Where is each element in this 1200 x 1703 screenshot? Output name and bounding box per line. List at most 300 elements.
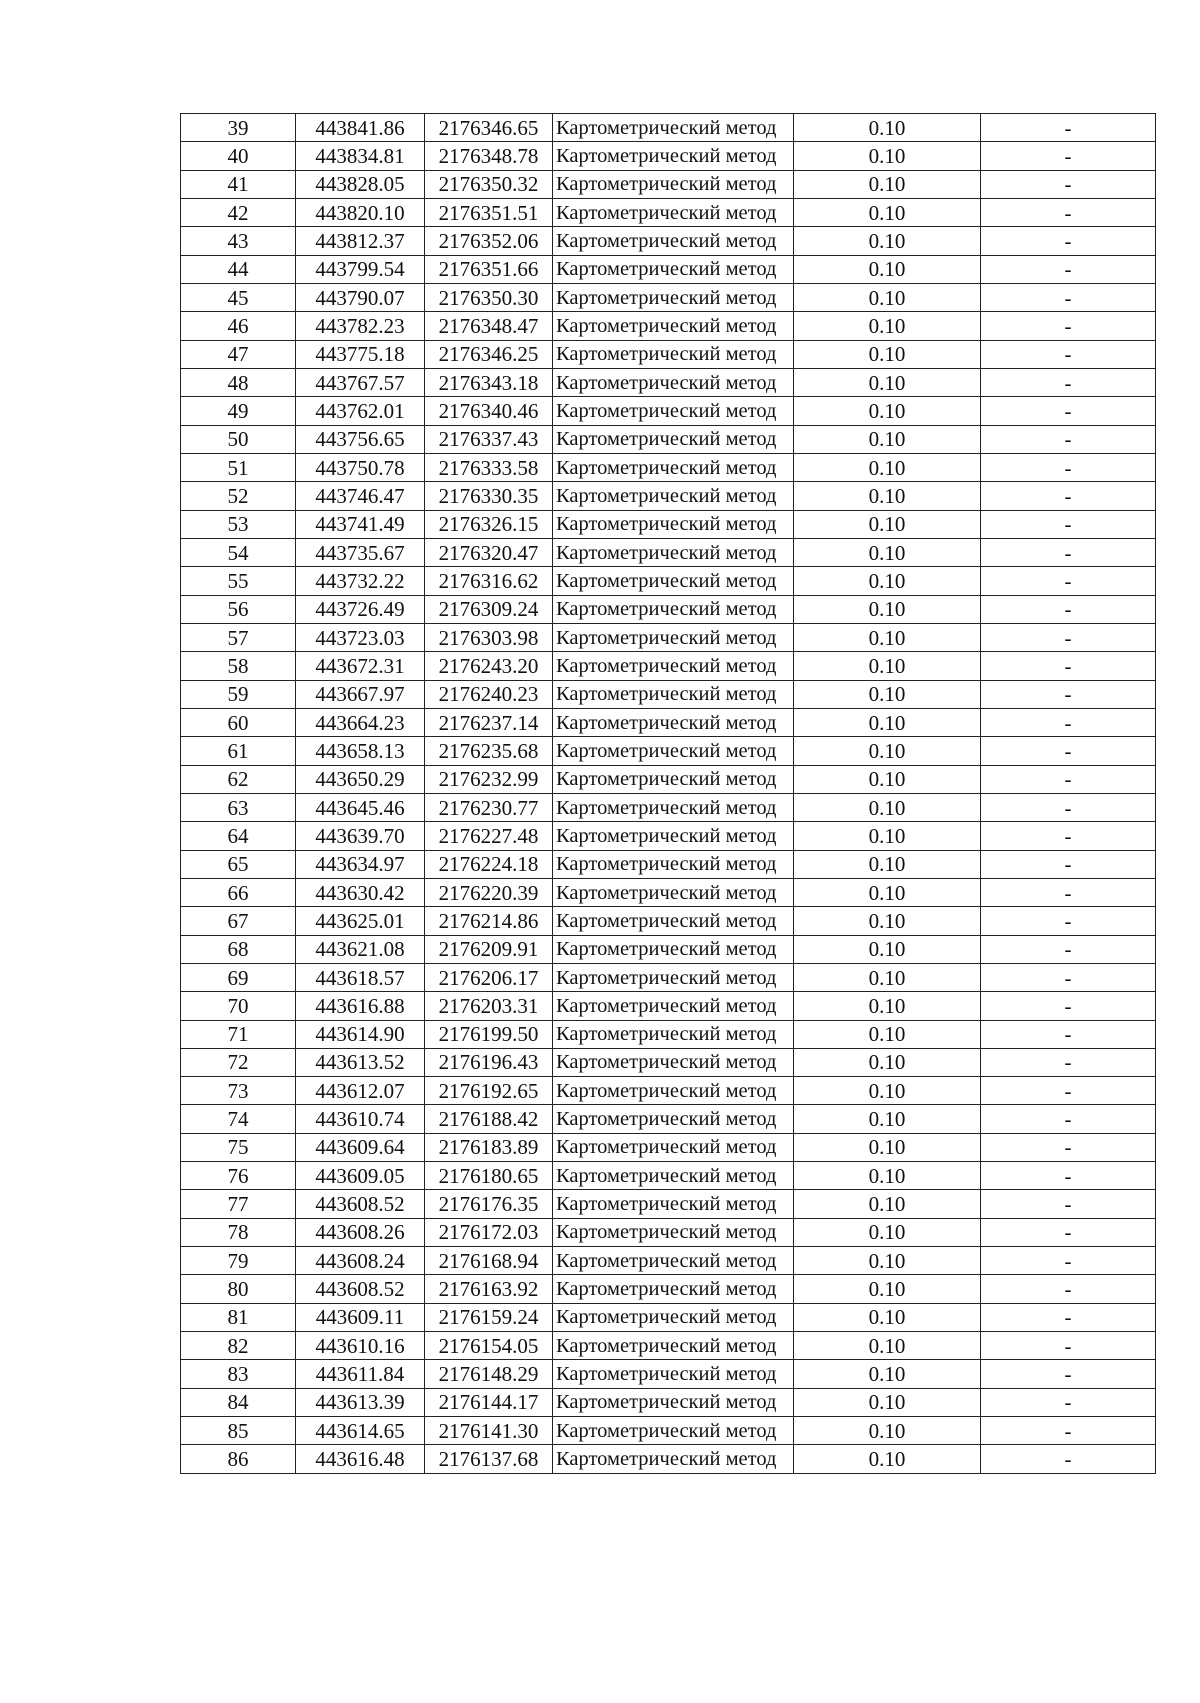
table-row [181,1077,1156,1105]
description-cell: - [981,680,1156,708]
method-cell: Картометрический метод [553,170,794,198]
method-cell: Картометрический метод [553,793,794,821]
table-row [181,198,1156,226]
description-cell: - [981,1445,1156,1473]
x-coordinate-cell: 443799.54 [296,255,425,283]
point-number-cell: 48 [181,368,296,396]
y-coordinate-cell: 2176343.18 [425,368,553,396]
y-coordinate-cell: 2176346.65 [425,114,553,142]
point-number-cell: 85 [181,1417,296,1445]
x-coordinate-cell: 443672.31 [296,652,425,680]
accuracy-cell: 0.10 [794,453,981,481]
accuracy-cell: 0.10 [794,878,981,906]
method-cell: Картометрический метод [553,1077,794,1105]
accuracy-cell: 0.10 [794,1133,981,1161]
description-cell: - [981,793,1156,821]
method-cell: Картометрический метод [553,1303,794,1331]
x-coordinate-cell: 443608.52 [296,1190,425,1218]
table-body [181,114,1156,1474]
point-number-cell: 63 [181,793,296,821]
y-coordinate-cell: 2176137.68 [425,1445,553,1473]
table-row [181,1190,1156,1218]
description-cell: - [981,595,1156,623]
point-number-cell: 46 [181,312,296,340]
accuracy-cell: 0.10 [794,1218,981,1246]
x-coordinate-cell: 443746.47 [296,482,425,510]
accuracy-cell: 0.10 [794,1048,981,1076]
accuracy-cell: 0.10 [794,255,981,283]
y-coordinate-cell: 2176172.03 [425,1218,553,1246]
table-row [181,1303,1156,1331]
table-row [181,1133,1156,1161]
point-number-cell: 65 [181,850,296,878]
point-number-cell: 82 [181,1332,296,1360]
table-row [181,935,1156,963]
accuracy-cell: 0.10 [794,963,981,991]
table-row [181,1048,1156,1076]
description-cell: - [981,538,1156,566]
point-number-cell: 81 [181,1303,296,1331]
description-cell: - [981,1388,1156,1416]
point-number-cell: 49 [181,397,296,425]
accuracy-cell: 0.10 [794,935,981,963]
description-cell: - [981,142,1156,170]
description-cell: - [981,1190,1156,1218]
method-cell: Картометрический метод [553,935,794,963]
method-cell: Картометрический метод [553,1048,794,1076]
point-number-cell: 70 [181,992,296,1020]
method-cell: Картометрический метод [553,1218,794,1246]
y-coordinate-cell: 2176168.94 [425,1247,553,1275]
method-cell: Картометрический метод [553,1388,794,1416]
accuracy-cell: 0.10 [794,680,981,708]
point-number-cell: 62 [181,765,296,793]
y-coordinate-cell: 2176352.06 [425,227,553,255]
point-number-cell: 45 [181,283,296,311]
x-coordinate-cell: 443639.70 [296,822,425,850]
table-row [181,1388,1156,1416]
accuracy-cell: 0.10 [794,1275,981,1303]
method-cell: Картометрический метод [553,595,794,623]
table-row [181,453,1156,481]
accuracy-cell: 0.10 [794,340,981,368]
method-cell: Картометрический метод [553,255,794,283]
accuracy-cell: 0.10 [794,397,981,425]
description-cell: - [981,1133,1156,1161]
x-coordinate-cell: 443608.24 [296,1247,425,1275]
y-coordinate-cell: 2176350.32 [425,170,553,198]
point-number-cell: 74 [181,1105,296,1133]
method-cell: Картометрический метод [553,765,794,793]
x-coordinate-cell: 443735.67 [296,538,425,566]
y-coordinate-cell: 2176348.78 [425,142,553,170]
description-cell: - [981,992,1156,1020]
accuracy-cell: 0.10 [794,114,981,142]
point-number-cell: 77 [181,1190,296,1218]
accuracy-cell: 0.10 [794,538,981,566]
y-coordinate-cell: 2176237.14 [425,708,553,736]
point-number-cell: 47 [181,340,296,368]
y-coordinate-cell: 2176192.65 [425,1077,553,1105]
description-cell: - [981,1360,1156,1388]
table-row [181,368,1156,396]
point-number-cell: 50 [181,425,296,453]
table-row [181,963,1156,991]
description-cell: - [981,198,1156,226]
accuracy-cell: 0.10 [794,1162,981,1190]
accuracy-cell: 0.10 [794,822,981,850]
point-number-cell: 73 [181,1077,296,1105]
point-number-cell: 44 [181,255,296,283]
table-row [181,1275,1156,1303]
table-row [181,510,1156,538]
point-number-cell: 80 [181,1275,296,1303]
description-cell: - [981,227,1156,255]
accuracy-cell: 0.10 [794,793,981,821]
y-coordinate-cell: 2176232.99 [425,765,553,793]
table-row [181,1247,1156,1275]
y-coordinate-cell: 2176351.66 [425,255,553,283]
table-row [181,652,1156,680]
description-cell: - [981,765,1156,793]
y-coordinate-cell: 2176206.17 [425,963,553,991]
accuracy-cell: 0.10 [794,1417,981,1445]
table-row [181,1218,1156,1246]
description-cell: - [981,1303,1156,1331]
x-coordinate-cell: 443616.88 [296,992,425,1020]
x-coordinate-cell: 443726.49 [296,595,425,623]
x-coordinate-cell: 443650.29 [296,765,425,793]
accuracy-cell: 0.10 [794,1445,981,1473]
table-row [181,623,1156,651]
method-cell: Картометрический метод [553,1190,794,1218]
method-cell: Картометрический метод [553,652,794,680]
accuracy-cell: 0.10 [794,737,981,765]
table-row [181,114,1156,142]
description-cell: - [981,255,1156,283]
method-cell: Картометрический метод [553,1133,794,1161]
description-cell: - [981,822,1156,850]
accuracy-cell: 0.10 [794,425,981,453]
point-number-cell: 54 [181,538,296,566]
accuracy-cell: 0.10 [794,652,981,680]
y-coordinate-cell: 2176141.30 [425,1417,553,1445]
x-coordinate-cell: 443614.90 [296,1020,425,1048]
table-row [181,397,1156,425]
table-row [181,680,1156,708]
y-coordinate-cell: 2176243.20 [425,652,553,680]
x-coordinate-cell: 443613.52 [296,1048,425,1076]
description-cell: - [981,737,1156,765]
y-coordinate-cell: 2176163.92 [425,1275,553,1303]
y-coordinate-cell: 2176235.68 [425,737,553,765]
x-coordinate-cell: 443790.07 [296,283,425,311]
description-cell: - [981,170,1156,198]
x-coordinate-cell: 443613.39 [296,1388,425,1416]
table-row [181,737,1156,765]
point-number-cell: 68 [181,935,296,963]
table-row [181,425,1156,453]
x-coordinate-cell: 443630.42 [296,878,425,906]
table-row [181,340,1156,368]
x-coordinate-cell: 443611.84 [296,1360,425,1388]
x-coordinate-cell: 443834.81 [296,142,425,170]
description-cell: - [981,114,1156,142]
point-number-cell: 59 [181,680,296,708]
x-coordinate-cell: 443782.23 [296,312,425,340]
point-number-cell: 84 [181,1388,296,1416]
description-cell: - [981,1048,1156,1076]
y-coordinate-cell: 2176188.42 [425,1105,553,1133]
description-cell: - [981,1332,1156,1360]
description-cell: - [981,482,1156,510]
y-coordinate-cell: 2176330.35 [425,482,553,510]
accuracy-cell: 0.10 [794,567,981,595]
y-coordinate-cell: 2176333.58 [425,453,553,481]
method-cell: Картометрический метод [553,227,794,255]
accuracy-cell: 0.10 [794,1332,981,1360]
point-number-cell: 41 [181,170,296,198]
description-cell: - [981,652,1156,680]
method-cell: Картометрический метод [553,907,794,935]
y-coordinate-cell: 2176303.98 [425,623,553,651]
x-coordinate-cell: 443658.13 [296,737,425,765]
description-cell: - [981,397,1156,425]
point-number-cell: 56 [181,595,296,623]
x-coordinate-cell: 443762.01 [296,397,425,425]
accuracy-cell: 0.10 [794,1303,981,1331]
accuracy-cell: 0.10 [794,1388,981,1416]
point-number-cell: 67 [181,907,296,935]
method-cell: Картометрический метод [553,680,794,708]
accuracy-cell: 0.10 [794,170,981,198]
table-row [181,595,1156,623]
x-coordinate-cell: 443609.64 [296,1133,425,1161]
table-row [181,1417,1156,1445]
y-coordinate-cell: 2176199.50 [425,1020,553,1048]
accuracy-cell: 0.10 [794,850,981,878]
accuracy-cell: 0.10 [794,368,981,396]
table-row [181,538,1156,566]
table-row [181,1445,1156,1473]
accuracy-cell: 0.10 [794,312,981,340]
description-cell: - [981,963,1156,991]
method-cell: Картометрический метод [553,368,794,396]
y-coordinate-cell: 2176196.43 [425,1048,553,1076]
x-coordinate-cell: 443767.57 [296,368,425,396]
x-coordinate-cell: 443614.65 [296,1417,425,1445]
table-row [181,1105,1156,1133]
accuracy-cell: 0.10 [794,907,981,935]
method-cell: Картометрический метод [553,142,794,170]
method-cell: Картометрический метод [553,1445,794,1473]
accuracy-cell: 0.10 [794,1020,981,1048]
point-number-cell: 51 [181,453,296,481]
x-coordinate-cell: 443812.37 [296,227,425,255]
y-coordinate-cell: 2176220.39 [425,878,553,906]
y-coordinate-cell: 2176326.15 [425,510,553,538]
table-row [181,850,1156,878]
accuracy-cell: 0.10 [794,1360,981,1388]
description-cell: - [981,1020,1156,1048]
point-number-cell: 43 [181,227,296,255]
x-coordinate-cell: 443667.97 [296,680,425,708]
y-coordinate-cell: 2176351.51 [425,198,553,226]
method-cell: Картометрический метод [553,623,794,651]
accuracy-cell: 0.10 [794,227,981,255]
method-cell: Картометрический метод [553,1105,794,1133]
y-coordinate-cell: 2176240.23 [425,680,553,708]
method-cell: Картометрический метод [553,1332,794,1360]
coordinates-table [180,113,1156,1474]
y-coordinate-cell: 2176227.48 [425,822,553,850]
x-coordinate-cell: 443741.49 [296,510,425,538]
x-coordinate-cell: 443616.48 [296,1445,425,1473]
description-cell: - [981,453,1156,481]
description-cell: - [981,567,1156,595]
table-row [181,227,1156,255]
y-coordinate-cell: 2176183.89 [425,1133,553,1161]
point-number-cell: 71 [181,1020,296,1048]
accuracy-cell: 0.10 [794,482,981,510]
x-coordinate-cell: 443820.10 [296,198,425,226]
x-coordinate-cell: 443618.57 [296,963,425,991]
x-coordinate-cell: 443732.22 [296,567,425,595]
table-row [181,793,1156,821]
description-cell: - [981,1218,1156,1246]
x-coordinate-cell: 443610.74 [296,1105,425,1133]
accuracy-cell: 0.10 [794,142,981,170]
table-row [181,708,1156,736]
method-cell: Картометрический метод [553,340,794,368]
table-row [181,142,1156,170]
point-number-cell: 66 [181,878,296,906]
description-cell: - [981,708,1156,736]
method-cell: Картометрический метод [553,312,794,340]
x-coordinate-cell: 443756.65 [296,425,425,453]
y-coordinate-cell: 2176154.05 [425,1332,553,1360]
point-number-cell: 61 [181,737,296,765]
x-coordinate-cell: 443608.26 [296,1218,425,1246]
description-cell: - [981,907,1156,935]
description-cell: - [981,1162,1156,1190]
description-cell: - [981,1105,1156,1133]
y-coordinate-cell: 2176209.91 [425,935,553,963]
table-row [181,907,1156,935]
method-cell: Картометрический метод [553,283,794,311]
table-row [181,992,1156,1020]
method-cell: Картометрический метод [553,878,794,906]
point-number-cell: 83 [181,1360,296,1388]
method-cell: Картометрический метод [553,1162,794,1190]
method-cell: Картометрический метод [553,1020,794,1048]
y-coordinate-cell: 2176214.86 [425,907,553,935]
method-cell: Картометрический метод [553,822,794,850]
table-row [181,283,1156,311]
x-coordinate-cell: 443610.16 [296,1332,425,1360]
y-coordinate-cell: 2176337.43 [425,425,553,453]
point-number-cell: 64 [181,822,296,850]
x-coordinate-cell: 443609.05 [296,1162,425,1190]
description-cell: - [981,312,1156,340]
method-cell: Картометрический метод [553,1247,794,1275]
description-cell: - [981,850,1156,878]
method-cell: Картометрический метод [553,425,794,453]
description-cell: - [981,340,1156,368]
point-number-cell: 72 [181,1048,296,1076]
y-coordinate-cell: 2176346.25 [425,340,553,368]
point-number-cell: 40 [181,142,296,170]
description-cell: - [981,1077,1156,1105]
x-coordinate-cell: 443645.46 [296,793,425,821]
method-cell: Картометрический метод [553,538,794,566]
method-cell: Картометрический метод [553,453,794,481]
y-coordinate-cell: 2176309.24 [425,595,553,623]
table-row [181,482,1156,510]
description-cell: - [981,510,1156,538]
description-cell: - [981,935,1156,963]
point-number-cell: 52 [181,482,296,510]
accuracy-cell: 0.10 [794,1247,981,1275]
point-number-cell: 42 [181,198,296,226]
point-number-cell: 57 [181,623,296,651]
table-row [181,1360,1156,1388]
method-cell: Картометрический метод [553,737,794,765]
method-cell: Картометрический метод [553,397,794,425]
method-cell: Картометрический метод [553,963,794,991]
method-cell: Картометрический метод [553,482,794,510]
point-number-cell: 58 [181,652,296,680]
y-coordinate-cell: 2176144.17 [425,1388,553,1416]
method-cell: Картометрический метод [553,1275,794,1303]
accuracy-cell: 0.10 [794,283,981,311]
y-coordinate-cell: 2176203.31 [425,992,553,1020]
x-coordinate-cell: 443775.18 [296,340,425,368]
table-row [181,1020,1156,1048]
table-row [181,1162,1156,1190]
y-coordinate-cell: 2176230.77 [425,793,553,821]
method-cell: Картометрический метод [553,992,794,1020]
method-cell: Картометрический метод [553,850,794,878]
description-cell: - [981,623,1156,651]
accuracy-cell: 0.10 [794,708,981,736]
method-cell: Картометрический метод [553,567,794,595]
accuracy-cell: 0.10 [794,765,981,793]
x-coordinate-cell: 443634.97 [296,850,425,878]
method-cell: Картометрический метод [553,114,794,142]
description-cell: - [981,368,1156,396]
point-number-cell: 76 [181,1162,296,1190]
method-cell: Картометрический метод [553,198,794,226]
method-cell: Картометрический метод [553,1417,794,1445]
y-coordinate-cell: 2176340.46 [425,397,553,425]
x-coordinate-cell: 443609.11 [296,1303,425,1331]
accuracy-cell: 0.10 [794,510,981,538]
accuracy-cell: 0.10 [794,198,981,226]
point-number-cell: 55 [181,567,296,595]
accuracy-cell: 0.10 [794,1190,981,1218]
y-coordinate-cell: 2176180.65 [425,1162,553,1190]
point-number-cell: 78 [181,1218,296,1246]
x-coordinate-cell: 443625.01 [296,907,425,935]
accuracy-cell: 0.10 [794,1077,981,1105]
point-number-cell: 86 [181,1445,296,1473]
x-coordinate-cell: 443723.03 [296,623,425,651]
description-cell: - [981,283,1156,311]
y-coordinate-cell: 2176148.29 [425,1360,553,1388]
table-row [181,765,1156,793]
description-cell: - [981,425,1156,453]
